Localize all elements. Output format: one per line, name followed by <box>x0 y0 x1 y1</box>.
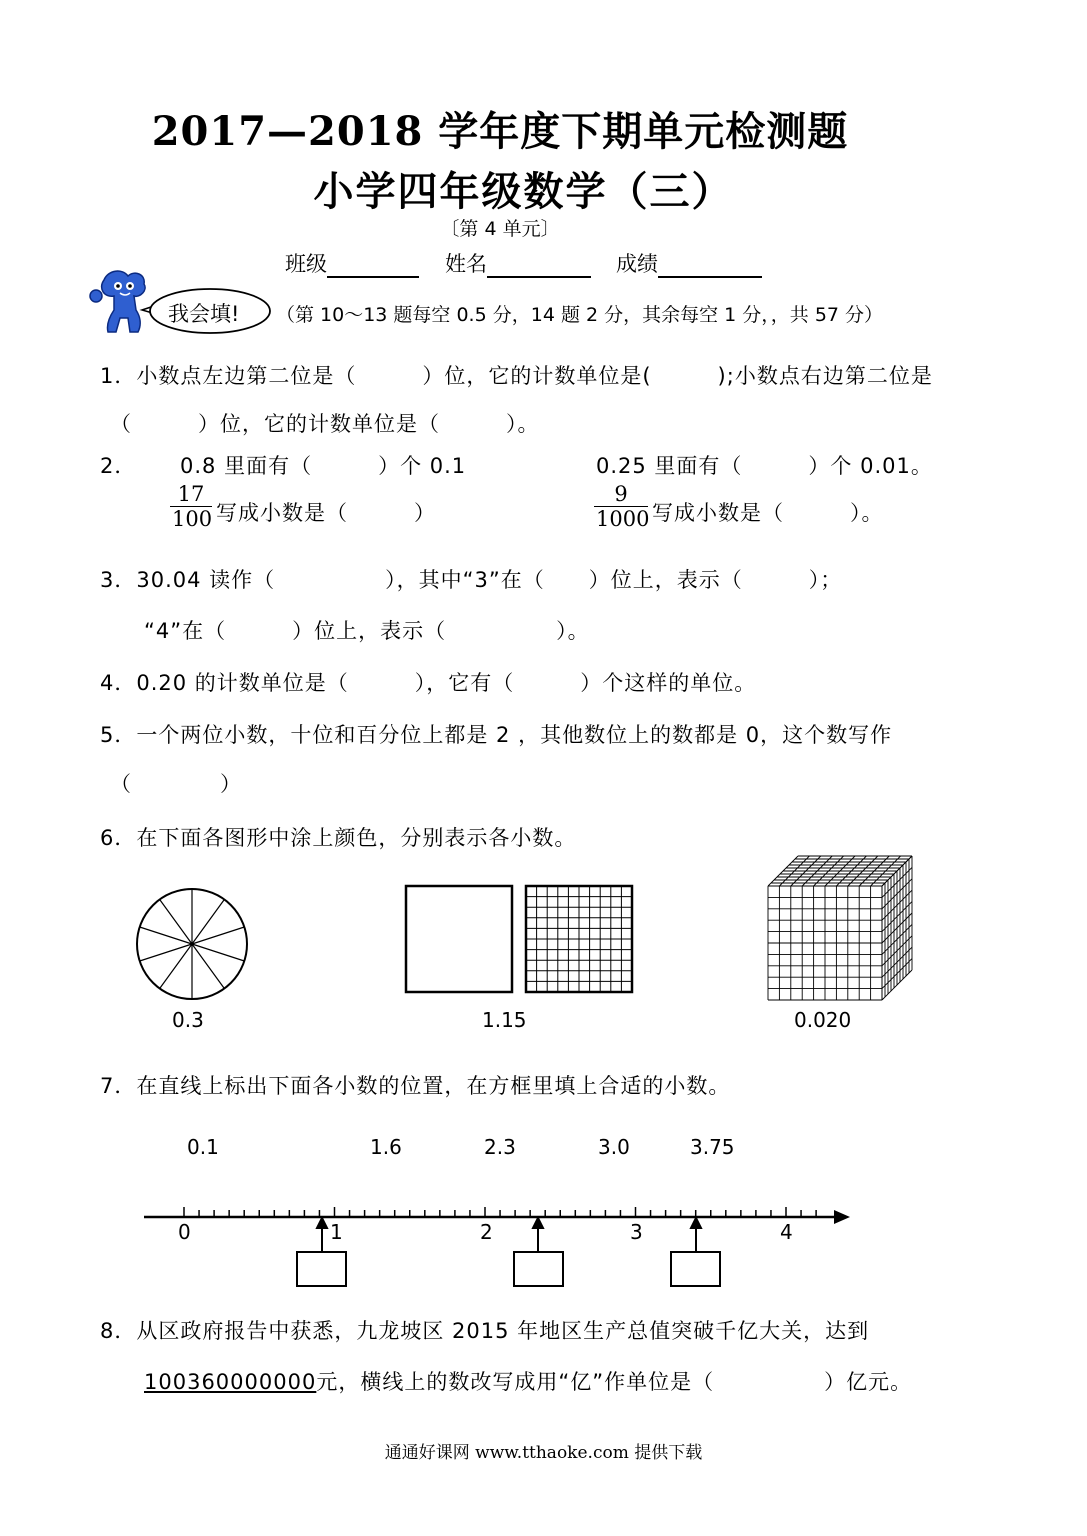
question-7: 7．在直线上标出下面各小数的位置，在方框里填上合适的小数。 <box>100 1074 731 1098</box>
tick-label: 4 <box>780 1220 793 1244</box>
figure-label: 0.3 <box>172 1008 204 1032</box>
question-8-text: 元，横线上的数改写成用“亿”作单位是（ ）亿元。 <box>316 1370 913 1394</box>
decimal-value: 2.3 <box>484 1135 516 1159</box>
question-3-line1: 3．30.04 读作（ ），其中“3”在（ ）位上，表示（ ）； <box>100 568 843 592</box>
unit-label: 〔第 4 单元〕 <box>440 218 560 240</box>
question-2-c: 写成小数是（ ） <box>216 501 436 525</box>
question-8-line2 <box>144 1366 912 1396</box>
score-field <box>616 248 762 278</box>
grid-square-figure[interactable] <box>524 884 636 996</box>
name-field <box>445 248 591 278</box>
fraction-denominator: 1000 <box>596 507 650 531</box>
tick-label: 1 <box>330 1220 343 1244</box>
page-title: 2017—2018 学年度下期单元检测题 <box>151 108 849 155</box>
fraction-denominator: 100 <box>172 507 213 531</box>
question-6: 6．在下面各图形中涂上颜色，分别表示各小数。 <box>100 826 577 850</box>
section-badge: 我会填! <box>168 302 240 326</box>
figure-label: 1.15 <box>482 1008 527 1032</box>
score-blank[interactable] <box>658 256 762 278</box>
fraction-17-100 <box>170 482 212 531</box>
fraction-numerator: 17 <box>177 482 205 506</box>
circle-figure[interactable] <box>130 886 256 1004</box>
question-1-line2: （ ）位，它的计数单位是（ ）。 <box>110 412 540 436</box>
question-5-line1: 5．一个两位小数，十位和百分位上都是 2 ，其他数位上的数都是 0，这个数写作 <box>100 723 893 747</box>
square-figure[interactable] <box>404 884 516 996</box>
section-note: （第 10～13 题每空 0.5 分，14 题 2 分，其余每空 1 分，，共 57 分） <box>276 304 884 326</box>
question-5-line2: （ ） <box>110 772 242 796</box>
class-blank[interactable] <box>327 256 419 278</box>
decimal-value: 3.75 <box>690 1135 735 1159</box>
question-2-b: 0.25 里面有（ ）个 0.01。 <box>596 454 933 478</box>
cube-figure[interactable] <box>764 852 916 1002</box>
page-subtitle: 小学四年级数学（三） <box>313 168 734 215</box>
decimal-value: 3.0 <box>598 1135 630 1159</box>
tick-label: 3 <box>630 1220 643 1244</box>
name-blank[interactable] <box>487 256 591 278</box>
name-label: 姓名 <box>445 252 487 276</box>
figure-label: 0.020 <box>794 1008 852 1032</box>
answer-box[interactable] <box>297 1252 346 1286</box>
fraction-9-1000 <box>594 482 648 531</box>
class-field <box>285 248 419 278</box>
question-4: 4．0.20 的计数单位是（ ），它有（ ）个这样的单位。 <box>100 671 757 695</box>
tick-label: 2 <box>480 1220 493 1244</box>
question-2-a: 0.8 里面有（ ）个 0.1 <box>180 454 467 478</box>
answer-box[interactable] <box>514 1252 563 1286</box>
answer-box[interactable] <box>671 1252 720 1286</box>
decimal-value: 1.6 <box>370 1135 402 1159</box>
number-line[interactable] <box>130 1196 870 1296</box>
question-1-line1: 1．小数点左边第二位是（ ）位，它的计数单位是( );小数点右边第二位是 <box>100 364 933 388</box>
tick-label: 0 <box>178 1220 191 1244</box>
score-label: 成绩 <box>616 252 658 276</box>
underlined-number: 100360000000 <box>144 1370 317 1394</box>
fraction-numerator: 9 <box>614 482 628 506</box>
question-3-line2: “4”在（ ）位上，表示（ ）。 <box>144 619 590 643</box>
decimal-value: 0.1 <box>187 1135 219 1159</box>
class-label: 班级 <box>285 252 327 276</box>
question-2-number: 2． <box>100 454 137 478</box>
question-8-line1: 8．从区政府报告中获悉，九龙坡区 2015 年地区生产总值突破千亿大关，达到 <box>100 1319 870 1343</box>
footer-text: 通通好课网 www.tthaoke.com 提供下载 <box>384 1443 703 1463</box>
question-2-d: 写成小数是（ ）。 <box>652 501 884 525</box>
